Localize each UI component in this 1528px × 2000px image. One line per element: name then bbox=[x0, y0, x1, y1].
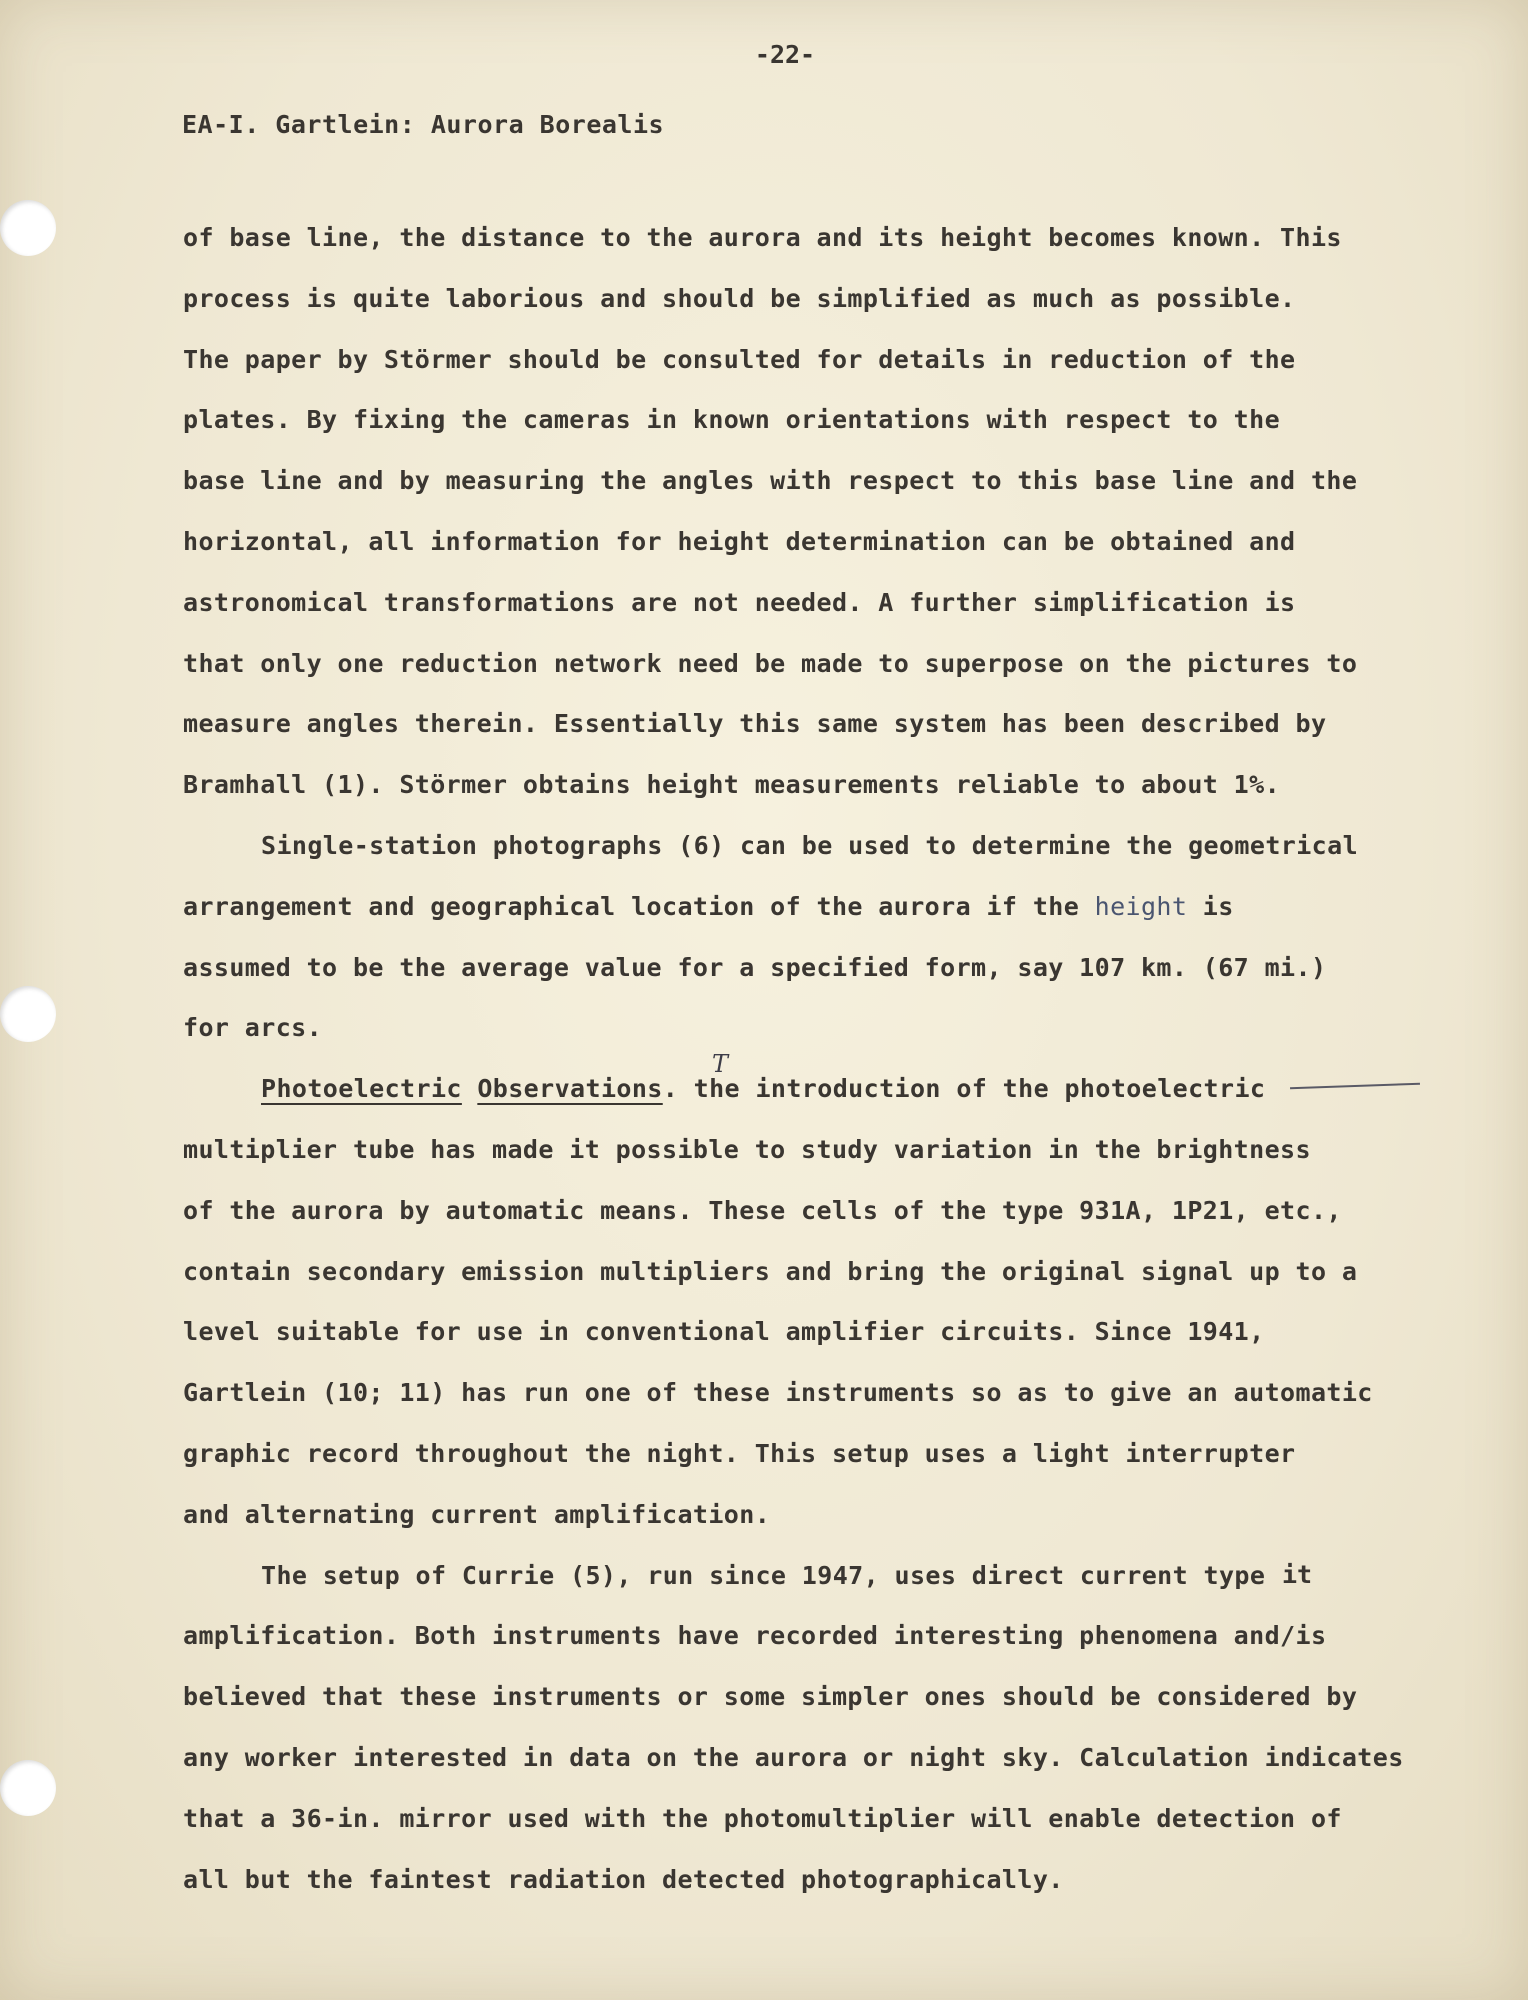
text-line: level suitable for use in conventional amplifier circuits. Since 1941, bbox=[183, 1317, 1265, 1347]
text-line: horizontal, all information for height determination can be obtained and bbox=[183, 526, 1296, 556]
text-line: The setup of Currie (5), run since 1947, uses direct current type bbox=[261, 1560, 1266, 1590]
text-line: and alternating current amplification. bbox=[183, 1499, 771, 1529]
text-line: that only one reduction network need be made to superpose on the pictures to bbox=[183, 648, 1358, 678]
text-line: contain secondary emission multipliers and bring the original signal up to a bbox=[183, 1256, 1358, 1286]
text-line: Bramhall (1). Störmer obtains height measurements reliable to about 1%. bbox=[183, 770, 1281, 800]
handwritten-word: height bbox=[1094, 891, 1188, 921]
punch-hole bbox=[0, 986, 56, 1042]
text-line: assumed to be the average value for a specified form, say 107 km. (67 mi.) bbox=[183, 952, 1327, 982]
punch-hole bbox=[0, 1760, 56, 1816]
text-segment: . the introduction of the photoelectric bbox=[662, 1074, 1266, 1104]
text-line: any worker interested in data on the aurora or night sky. Calculation indicates bbox=[183, 1742, 1404, 1772]
text-line: of the aurora by automatic means. These cells of the type 931A, 1P21, etc., bbox=[183, 1195, 1342, 1225]
page-number: -22- bbox=[754, 40, 816, 69]
body-text bbox=[183, 208, 1423, 1910]
text-line: that a 36-in. mirror used with the photomultiplier will enable detection of bbox=[183, 1803, 1342, 1833]
text-line bbox=[183, 877, 1423, 938]
text-segment: arrangement and geographical location of the aurora if the bbox=[183, 891, 1095, 921]
text-line: believed that these instruments or some simpler ones should be considered by bbox=[183, 1682, 1358, 1712]
handwritten-insertion-mark: T bbox=[712, 1050, 729, 1078]
punch-hole bbox=[0, 200, 56, 256]
text-line: amplification. Both instruments have recorded interesting phenomena and/is bbox=[183, 1621, 1327, 1651]
text-line: Gartlein (10; 11) has run one of these instruments so as to give an automatic bbox=[183, 1378, 1373, 1408]
text-line: The paper by Störmer should be consulted for details in reduction of the bbox=[183, 344, 1296, 374]
text-line: Single-station photographs (6) can be used to determine the geometrical bbox=[261, 830, 1359, 860]
text-line: process is quite laborious and should be simplified as much as possible. bbox=[183, 283, 1296, 313]
text-line: for arcs. bbox=[183, 1013, 323, 1043]
text-line bbox=[183, 1059, 1423, 1120]
section-heading: Observations bbox=[477, 1074, 663, 1104]
text-line: base line and by measuring the angles with respect to this base line and the bbox=[183, 466, 1358, 496]
text-segment: is bbox=[1187, 891, 1234, 921]
text-line: graphic record throughout the night. This setup uses a light interrupter bbox=[183, 1438, 1296, 1468]
text-line: of base line, the distance to the aurora and its height becomes known. This bbox=[183, 223, 1342, 252]
running-head: EA-I. Gartlein: Aurora Borealis bbox=[182, 110, 665, 139]
text-line: astronomical transformations are not needed. A further simplification is bbox=[183, 587, 1296, 617]
section-heading: Photoelectric bbox=[261, 1074, 462, 1104]
typed-insertion: it bbox=[1282, 1560, 1313, 1589]
text-line: measure angles therein. Essentially this same system has been described by bbox=[183, 709, 1327, 739]
text-line: all but the faintest radiation detected photographically. bbox=[183, 1864, 1064, 1894]
text-line: plates. By fixing the cameras in known orientations with respect to the bbox=[183, 405, 1281, 435]
text-line: multiplier tube has made it possible to study variation in the brightness bbox=[183, 1134, 1311, 1164]
